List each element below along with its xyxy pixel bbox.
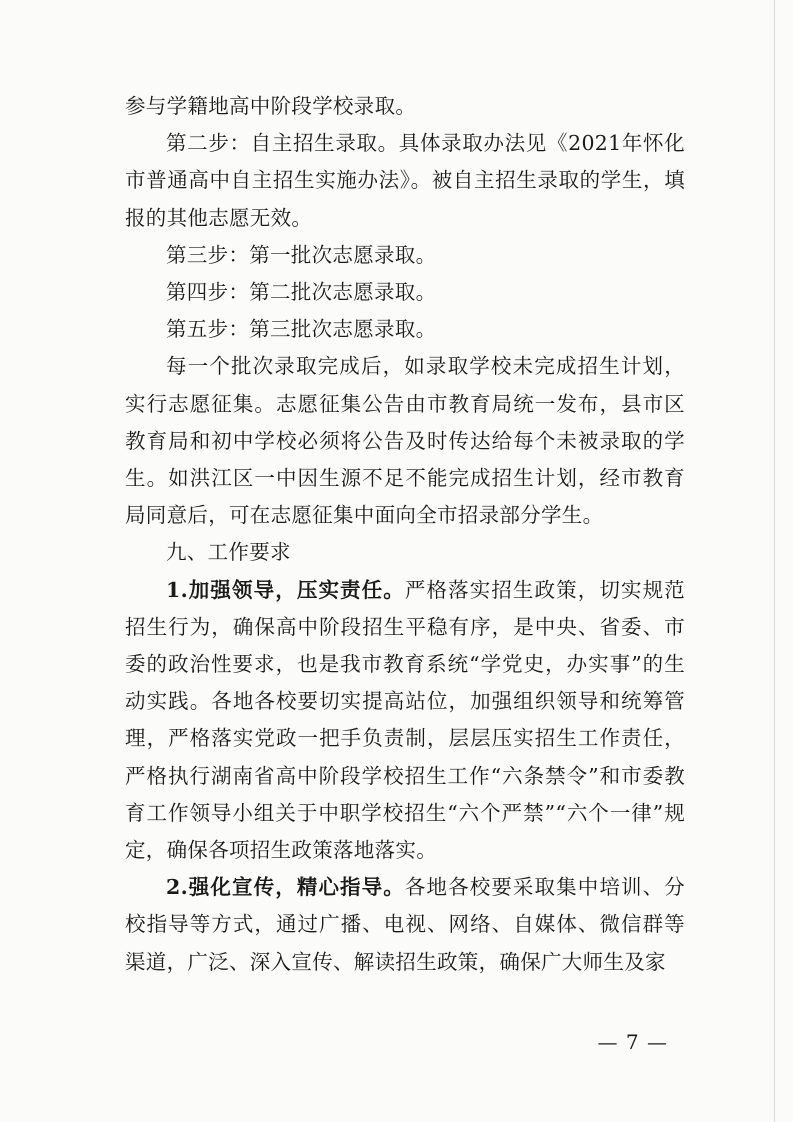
paragraph-lead-bold: 1.加强领导，压实责任。 <box>166 577 405 602</box>
paragraph-step-four <box>125 274 685 311</box>
paragraph-text: 各地各校要采取集中培训、分校指导等方式，通过广播、电视、网络、自媒体、微信群等渠道，广泛、深入宣传、解读招生政策，确保广大师生及家 <box>125 875 685 974</box>
paragraph-text: 第三步：第一批次志愿录取。 <box>166 242 437 267</box>
paragraph-text: 第五步：第三批次志愿录取。 <box>166 317 437 342</box>
paragraph-solicitation <box>125 348 685 534</box>
page-number: — 7 — <box>597 1030 668 1054</box>
paragraph-text: 参与学籍地高中阶段学校录取。 <box>125 94 417 118</box>
section-heading-text: 九、工作要求 <box>166 540 291 565</box>
page-edge-line <box>774 0 775 1122</box>
paragraph-lead-bold: 2.强化宣传，精心指导。 <box>166 875 405 900</box>
document-body <box>125 88 685 981</box>
section-heading-work-requirements <box>125 534 685 571</box>
paragraph-requirement-1 <box>125 572 685 870</box>
paragraph-step-three <box>125 237 685 274</box>
paragraph-text: 严格落实招生政策，切实规范招生行为，确保高中阶段招生平稳有序，是中央、省委、市委的政治性要求，也是我市教育系统“学党史，办实事”的生动实践。各地各校要切实提高站位，加强组织领导和统筹管理，严格落实党政一把手负责制，层层压实招生工作责任，严格执行湖南省高中阶段学校招生工作“六条禁令”和市委教育工作领导小组关于中职学校招生“六个严禁”“六个一律”规定，确保各项招生政策落地落实。 <box>125 577 685 863</box>
paragraph-text: 第四步：第二批次志愿录取。 <box>166 280 437 305</box>
paragraph-text: 每一个批次录取完成后，如录取学校未完成招生计划，实行志愿征集。志愿征集公告由市教育局统一发布，县市区教育局和初中学校必须将公告及时传达给每个未被录取的学生。如洪江区一中因生源不足不能完成招生计划，经市教育局同意后，可在志愿征集中面向全市招录部分学生。 <box>125 354 685 528</box>
paragraph-requirement-2 <box>125 869 685 981</box>
paragraph-step-five <box>125 311 685 348</box>
paragraph-continuation <box>125 88 685 125</box>
paragraph-step-two <box>125 125 685 237</box>
paragraph-text: 第二步：自主招生录取。具体录取办法见《2021年怀化市普通高中自主招生实施办法》。被自主招生录取的学生，填报的其他志愿无效。 <box>125 131 685 230</box>
